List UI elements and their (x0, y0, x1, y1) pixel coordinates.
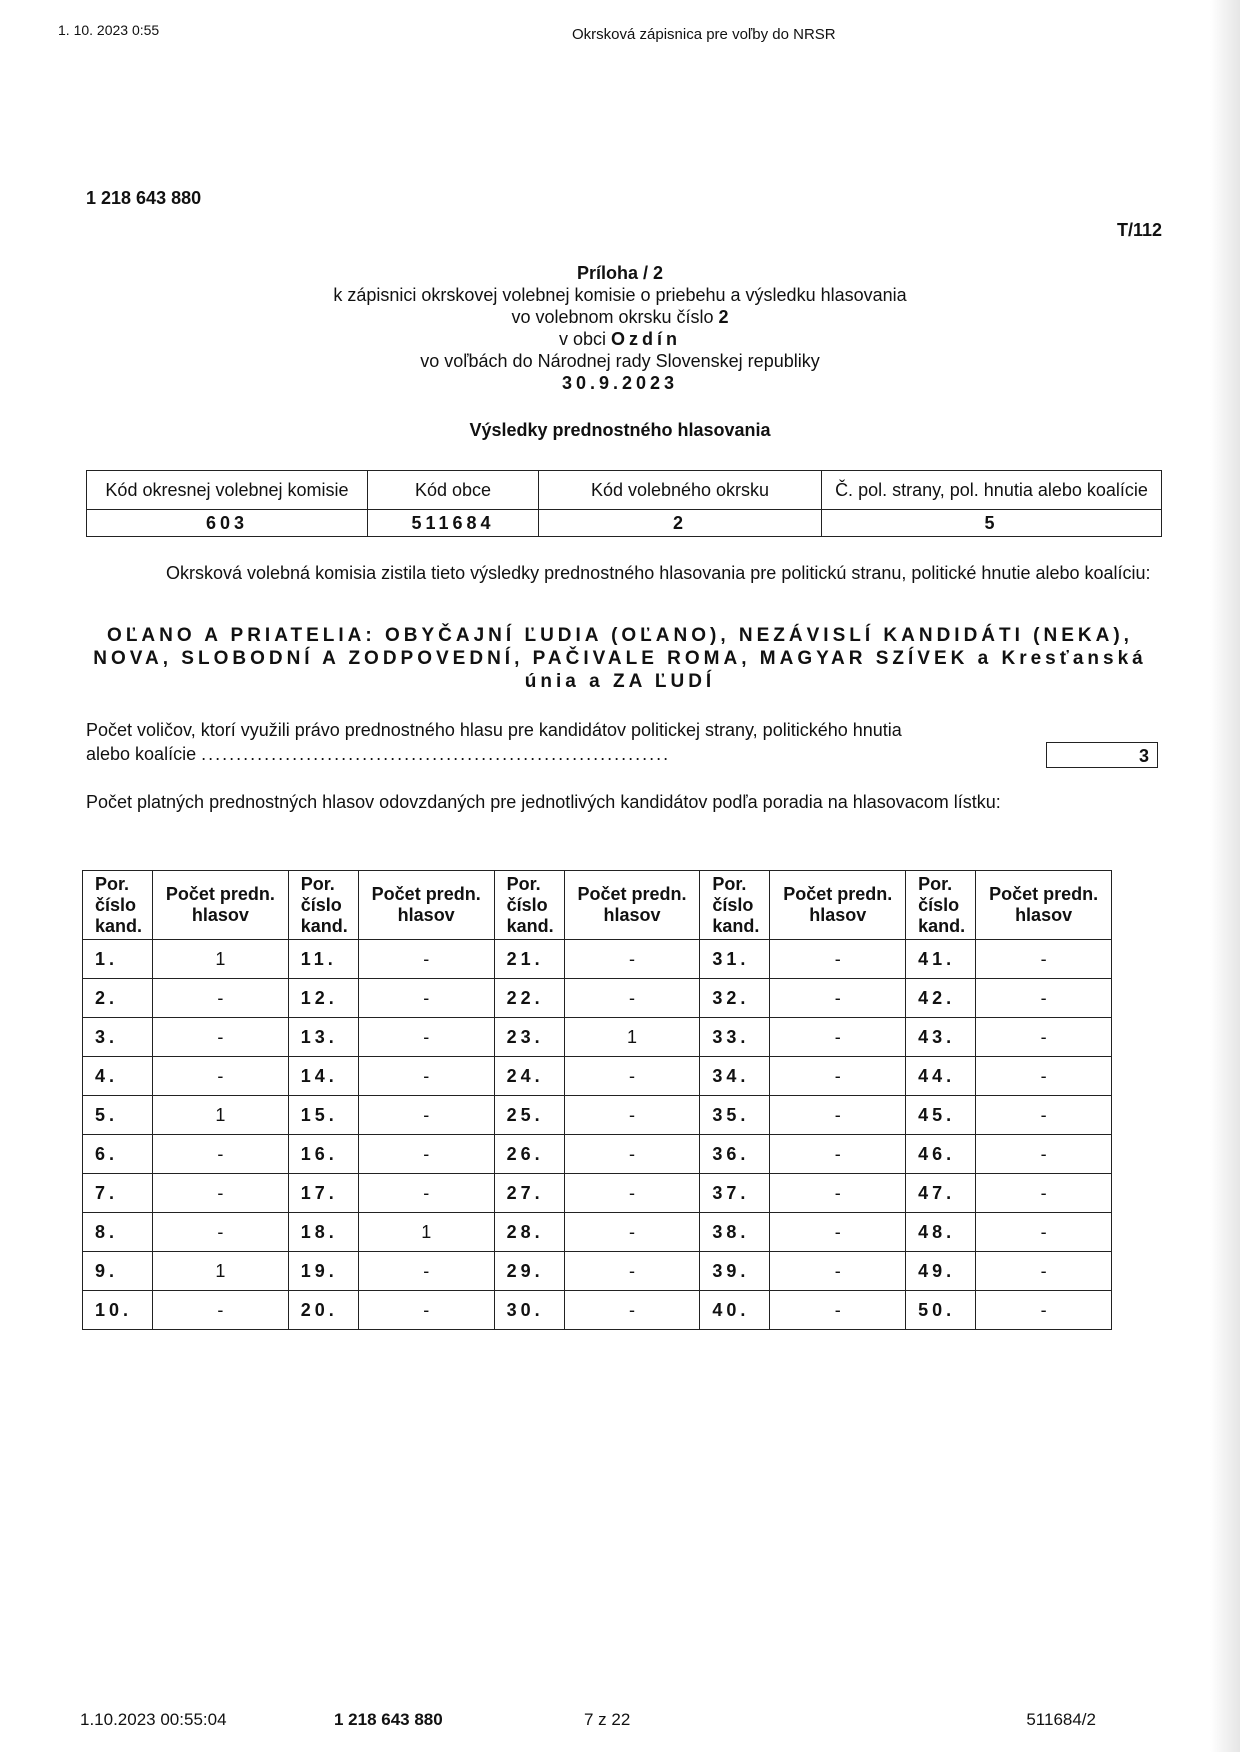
preference-votes: - (358, 940, 494, 979)
preference-votes: - (564, 1213, 700, 1252)
preference-votes: - (358, 1018, 494, 1057)
candidate-number: 38. (700, 1213, 770, 1252)
preference-votes: - (564, 940, 700, 979)
election-date: 30.9.2023 (561, 373, 679, 393)
table-row (83, 1135, 1112, 1174)
table-row (83, 1291, 1112, 1330)
title-line-5: vo voľbách do Národnej rady Slovenskej republiky (420, 351, 820, 371)
intro-text: Okrsková volebná komisia zistila tieto výsledky prednostného hlasovania pre politickú stranu, politické hnutie alebo koalíciu: (166, 563, 1151, 583)
party-name-line-2: NOVA, SLOBODNÍ A ZODPOVEDNÍ, PAČIVALE ROMA, MAGYAR SZÍVEK a Kresťanská (93, 648, 1147, 669)
candidate-number: 9. (83, 1252, 153, 1291)
preference-votes: - (770, 940, 906, 979)
municipality-label: v obci (558, 329, 612, 349)
candidate-number: 25. (494, 1096, 564, 1135)
preference-votes: - (358, 1135, 494, 1174)
candidate-number: 16. (288, 1135, 358, 1174)
preference-votes: - (564, 979, 700, 1018)
preference-votes: - (770, 1252, 906, 1291)
table-row (83, 1057, 1112, 1096)
candidate-number: 2. (83, 979, 153, 1018)
candidate-number: 22. (494, 979, 564, 1018)
candidate-number: 39. (700, 1252, 770, 1291)
table-row (83, 1174, 1112, 1213)
preference-votes: - (564, 1174, 700, 1213)
preference-votes: - (153, 1135, 289, 1174)
candidate-number: 6. (83, 1135, 153, 1174)
preference-votes: 1 (358, 1213, 494, 1252)
candidate-number: 17. (288, 1174, 358, 1213)
candidate-number: 29. (494, 1252, 564, 1291)
preference-votes: - (358, 1057, 494, 1096)
preference-votes: - (153, 1291, 289, 1330)
leader-dots: ................................................................... (201, 744, 671, 764)
candidate-number: 43. (906, 1018, 976, 1057)
preference-votes: - (358, 979, 494, 1018)
municipality-name: Ozdín (611, 329, 682, 349)
party-name-line-1: OĽANO A PRIATELIA: OBYČAJNÍ ĽUDIA (OĽANO), NEZÁVISLÍ KANDIDÁTI (NEKA), (107, 625, 1133, 646)
candidate-number: 5. (83, 1096, 153, 1135)
preference-votes: 1 (153, 1096, 289, 1135)
preference-votes: 1 (153, 940, 289, 979)
info-value-party: 5 (822, 510, 1162, 537)
table-row (83, 1018, 1112, 1057)
candidate-number: 49. (906, 1252, 976, 1291)
footer-reference: 511684/2 (1026, 1710, 1096, 1729)
candidate-number: 18. (288, 1213, 358, 1252)
preference-votes: - (770, 1291, 906, 1330)
table-row (83, 979, 1112, 1018)
candidate-number: 32. (700, 979, 770, 1018)
preference-votes: - (976, 1252, 1112, 1291)
preference-votes: - (358, 1174, 494, 1213)
footer-document-code: 1 218 643 880 (334, 1710, 443, 1729)
candidate-number: 1. (83, 940, 153, 979)
preference-votes: - (976, 1174, 1112, 1213)
party-name-line-3: únia a ZA ĽUDÍ (524, 671, 716, 692)
candidate-number: 35. (700, 1096, 770, 1135)
candidate-number: 37. (700, 1174, 770, 1213)
table-row (83, 940, 1112, 979)
preference-votes: - (564, 1291, 700, 1330)
preference-votes: - (976, 1291, 1112, 1330)
preference-votes: - (153, 1018, 289, 1057)
preference-votes: - (770, 979, 906, 1018)
preference-votes: - (564, 1096, 700, 1135)
voters-label-line-2 (86, 742, 1026, 766)
candidate-number: 12. (288, 979, 358, 1018)
preference-votes: - (770, 1057, 906, 1096)
preference-votes: - (976, 979, 1112, 1018)
candidate-number: 48. (906, 1213, 976, 1252)
header-preference-votes: Počet predn. hlasov (153, 871, 289, 940)
candidate-number: 28. (494, 1213, 564, 1252)
header-candidate-number: Por. číslo kand. (906, 871, 976, 940)
info-value-municipality: 511684 (368, 510, 539, 537)
candidate-number: 21. (494, 940, 564, 979)
preference-votes: - (153, 1213, 289, 1252)
header-preference-votes: Počet predn. hlasov (976, 871, 1112, 940)
info-value-commission: 603 (87, 510, 368, 537)
candidate-number: 24. (494, 1057, 564, 1096)
preference-votes: - (770, 1135, 906, 1174)
candidate-number: 4. (83, 1057, 153, 1096)
preference-votes: - (564, 1252, 700, 1291)
header-candidate-number: Por. číslo kand. (83, 871, 153, 940)
footer-page-number: 7 z 22 (584, 1710, 631, 1729)
candidate-number: 50. (906, 1291, 976, 1330)
results-table (82, 870, 1112, 1330)
preferences-title: Počet platných prednostných hlasov odovzdaných pre jednotlivých kandidátov podľa poradia na hlasovacom lístku: (86, 792, 1001, 812)
candidate-number: 26. (494, 1135, 564, 1174)
district-number: 2 (718, 307, 729, 327)
voters-count-box: 3 (1046, 742, 1158, 768)
preference-votes: 1 (153, 1252, 289, 1291)
candidate-number: 47. (906, 1174, 976, 1213)
info-header-commission: Kód okresnej volebnej komisie (87, 471, 368, 510)
preference-votes: - (153, 1057, 289, 1096)
table-row (83, 1213, 1112, 1252)
candidate-number: 23. (494, 1018, 564, 1057)
header-candidate-number: Por. číslo kand. (494, 871, 564, 940)
district-label: vo volebnom okrsku číslo (511, 307, 719, 327)
table-row (83, 1096, 1112, 1135)
footer-timestamp: 1.10.2023 00:55:04 (80, 1710, 227, 1729)
party-name (40, 624, 1200, 693)
preference-votes: - (770, 1213, 906, 1252)
candidate-number: 27. (494, 1174, 564, 1213)
candidate-number: 8. (83, 1213, 153, 1252)
scan-edge (1210, 0, 1240, 1752)
document-code: 1 218 643 880 (86, 188, 202, 208)
candidate-number: 34. (700, 1057, 770, 1096)
preference-votes: - (564, 1135, 700, 1174)
candidate-number: 45. (906, 1096, 976, 1135)
header-preference-votes: Počet predn. hlasov (770, 871, 906, 940)
preference-votes: - (976, 1213, 1112, 1252)
form-code: T/112 (1116, 220, 1162, 240)
title-line-4 (200, 328, 1040, 350)
preference-votes: - (976, 1135, 1112, 1174)
preference-votes: - (770, 1018, 906, 1057)
preference-votes: - (358, 1096, 494, 1135)
candidate-number: 30. (494, 1291, 564, 1330)
title-line-3 (200, 306, 1040, 328)
title-line-1: Príloha / 2 (576, 263, 664, 283)
preference-votes: - (564, 1057, 700, 1096)
candidate-number: 15. (288, 1096, 358, 1135)
preference-votes: - (976, 1018, 1112, 1057)
candidate-number: 41. (906, 940, 976, 979)
preference-votes: 1 (564, 1018, 700, 1057)
preference-votes: - (770, 1174, 906, 1213)
candidate-number: 44. (906, 1057, 976, 1096)
candidate-number: 20. (288, 1291, 358, 1330)
title-line-2: k zápisnici okrskovej volebnej komisie o priebehu a výsledku hlasovania (333, 285, 907, 305)
header-candidate-number: Por. číslo kand. (288, 871, 358, 940)
candidate-number: 31. (700, 940, 770, 979)
candidate-number: 14. (288, 1057, 358, 1096)
candidate-number: 10. (83, 1291, 153, 1330)
info-header-party: Č. pol. strany, pol. hnutia alebo koalície (822, 471, 1162, 510)
candidate-number: 42. (906, 979, 976, 1018)
preference-votes: - (976, 940, 1112, 979)
preference-votes: - (358, 1252, 494, 1291)
info-header-district: Kód volebného okrsku (539, 471, 822, 510)
candidate-number: 13. (288, 1018, 358, 1057)
info-value-district: 2 (539, 510, 822, 537)
preference-votes: - (153, 979, 289, 1018)
title-block (200, 262, 1040, 394)
preference-votes: - (358, 1291, 494, 1330)
voters-label-text: alebo koalície (86, 744, 197, 764)
candidate-number: 40. (700, 1291, 770, 1330)
candidate-number: 19. (288, 1252, 358, 1291)
preference-votes: - (770, 1096, 906, 1135)
voters-label (86, 718, 1026, 766)
candidate-number: 36. (700, 1135, 770, 1174)
preference-votes: - (976, 1057, 1112, 1096)
candidate-number: 33. (700, 1018, 770, 1057)
candidate-number: 11. (288, 940, 358, 979)
candidate-number: 46. (906, 1135, 976, 1174)
print-title: Okrsková zápisnica pre voľby do NRSR (572, 26, 836, 43)
candidate-number: 7. (83, 1174, 153, 1213)
info-table (86, 470, 1162, 537)
candidate-number: 3. (83, 1018, 153, 1057)
print-timestamp: 1. 10. 2023 0:55 (58, 22, 160, 38)
info-header-municipality: Kód obce (368, 471, 539, 510)
preference-votes: - (153, 1174, 289, 1213)
header-preference-votes: Počet predn. hlasov (564, 871, 700, 940)
header-candidate-number: Por. číslo kand. (700, 871, 770, 940)
preference-votes: - (976, 1096, 1112, 1135)
section-subtitle: Výsledky prednostného hlasovania (469, 420, 771, 440)
table-row (83, 1252, 1112, 1291)
voters-label-line-1: Počet voličov, ktorí využili právo prednostného hlasu pre kandidátov politickej strany, politického hnutia (86, 720, 902, 740)
header-preference-votes: Počet predn. hlasov (358, 871, 494, 940)
